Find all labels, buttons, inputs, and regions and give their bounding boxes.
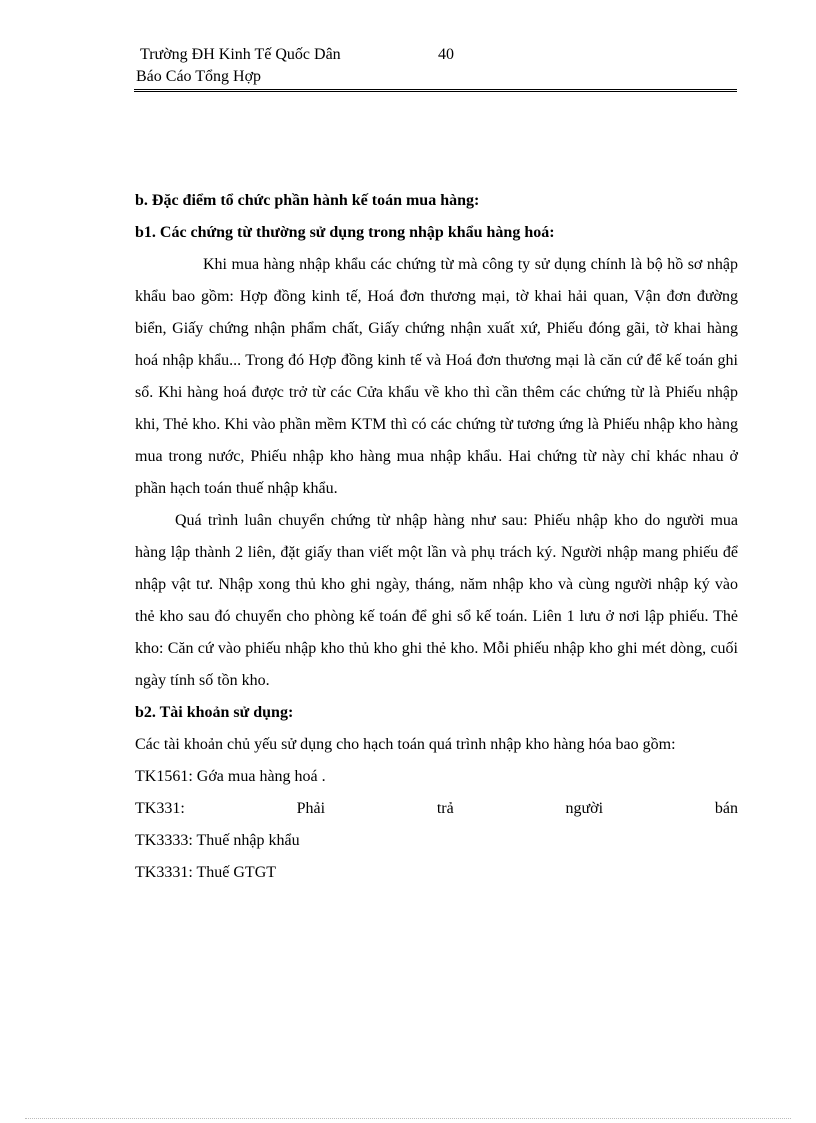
page-number: 40 [438,46,454,63]
paragraph-documents: Khi mua hàng nhập khẩu các chứng từ mà công ty sử dụng chính là bộ hồ sơ nhập khẩu bao gồm: Hợp đồng kinh tế, Hoá đơn thương mại, tờ khai hải quan, Vận đơn đường biển, Giấy chứng nhận phẩm chất, Giấy chứng nhận xuất xứ, Phiếu đóng gãi, tờ khai hàng hoá nhập khẩu... Trong đó Hợp đồng kinh tế và Hoá đơn thương mại là căn cứ để kế toán ghi sổ. Khi hàng hoá được trở từ các Cửa khẩu về kho thì cần thêm các chứng từ là Phiếu nhập khi, Thẻ kho. Khi vào phần mềm KTM thì có các chứng từ tương ứng là Phiếu nhập kho hàng mua trong nước, Phiếu nhập kho hàng mua nhập khẩu. Hai chứng từ này chỉ khác nhau ở phần hạch toán thuế nhập khẩu. [135,256,738,497]
header-school-name: Trường ĐH Kinh Tế Quốc Dân [140,46,341,63]
section-heading-b2: b2. Tài khoản sử dụng: [135,704,294,721]
account-line: TK3331: Thuế GTGT [135,864,277,881]
header-divider [134,89,737,93]
document-body [135,185,738,889]
page-bottom-border [25,1118,791,1119]
paragraph-accounts-intro: Các tài khoản chủ yếu sử dụng cho hạch toán quá trình nhập kho hàng hóa bao gồm: [135,736,676,753]
report-title: Báo Cáo Tổng Hợp [136,68,262,85]
section-heading-b: b. Đặc điểm tổ chức phần hành kế toán mua hàng: [135,192,480,209]
account-line: TK1561: Gớa mua hàng hoá . [135,768,326,785]
page-header [140,45,454,65]
section-heading-b1: b1. Các chứng từ thường sử dụng trong nhập khẩu hàng hoá: [135,224,555,241]
account-line: TK331: Phải trả người bán [135,800,738,817]
account-line: TK3333: Thuế nhập khẩu [135,832,300,849]
paragraph-document-flow: Quá trình luân chuyển chứng từ nhập hàng như sau: Phiếu nhập kho do người mua hàng lập thành 2 liên, đặt giấy than viết một lần và phụ trách ký. Người nhập mang phiếu để nhập vật tư. Nhập xong thủ kho ghi ngày, tháng, năm nhập kho và cùng người nhập ký vào thẻ kho sau đó chuyển cho phòng kế toán để ghi sổ kế toán. Liên 1 lưu ở nơi lập phiếu. Thẻ kho: Căn cứ vào phiếu nhập kho thủ kho ghi thẻ kho. Mỗi phiếu nhập kho ghi mét dòng, cuối ngày tính số tồn kho. [135,512,738,689]
